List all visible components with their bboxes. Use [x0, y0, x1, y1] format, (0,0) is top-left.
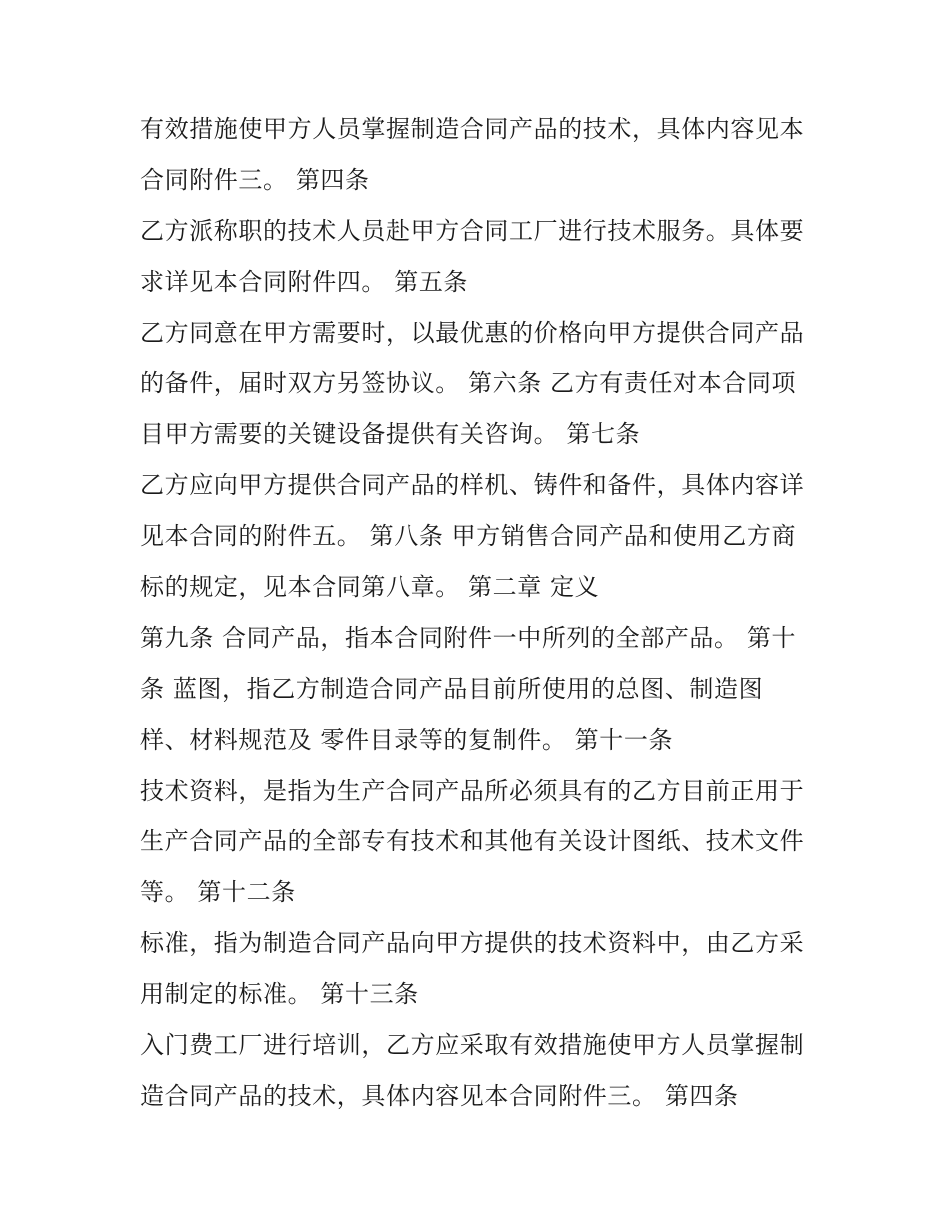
text-line: 条 蓝图，指乙方制造合同产品目前所使用的总图、制造图 — [140, 674, 764, 703]
text-line: 生产合同产品的全部专有技术和其他有关设计图纸、技术文件 — [140, 827, 805, 856]
text-line: 标的规定，见本合同第八章。 第二章 定义 — [140, 573, 600, 602]
text-line: 求详见本合同附件四。 第五条 — [140, 267, 469, 296]
text-line: 的备件，届时双方另签协议。 第六条 乙方有责任对本合同项 — [140, 369, 797, 398]
text-line: 目甲方需要的关键设备提供有关咨询。 第七条 — [140, 420, 641, 449]
text-line: 技术资料，是指为生产合同产品所必须具有的乙方目前正用于 — [140, 776, 805, 805]
text-line: 样、材料规范及 零件目录等的复制件。 第十一条 — [140, 725, 674, 754]
text-line: 有效措施使甲方人员掌握制造合同产品的技术，具体内容见本 — [140, 115, 805, 143]
text-line: 乙方派称职的技术人员赴甲方合同工厂进行技术服务。具体要 — [140, 216, 805, 245]
text-line: 乙方应向甲方提供合同产品的样机、铸件和备件，具体内容详 — [140, 471, 805, 500]
text-line: 见本合同的附件五。 第八条 甲方销售合同产品和使用乙方商 — [140, 522, 797, 551]
text-line: 标准，指为制造合同产品向甲方提供的技术资料中，由乙方采 — [140, 929, 805, 958]
contract-text-body — [140, 104, 830, 1122]
text-line: 等。 第十二条 — [140, 878, 296, 907]
text-line: 第九条 合同产品，指本合同附件一中所列的全部产品。 第十 — [140, 623, 797, 652]
text-line: 造合同产品的技术，具体内容见本合同附件三。 第四条 — [140, 1081, 739, 1110]
text-line: 用制定的标准。 第十三条 — [140, 980, 419, 1009]
text-line: 乙方同意在甲方需要时，以最优惠的价格向甲方提供合同产品 — [140, 318, 805, 347]
text-line: 合同附件三。 第四条 — [140, 165, 370, 194]
text-line: 入门费工厂进行培训，乙方应采取有效措施使甲方人员掌握制 — [140, 1031, 805, 1060]
